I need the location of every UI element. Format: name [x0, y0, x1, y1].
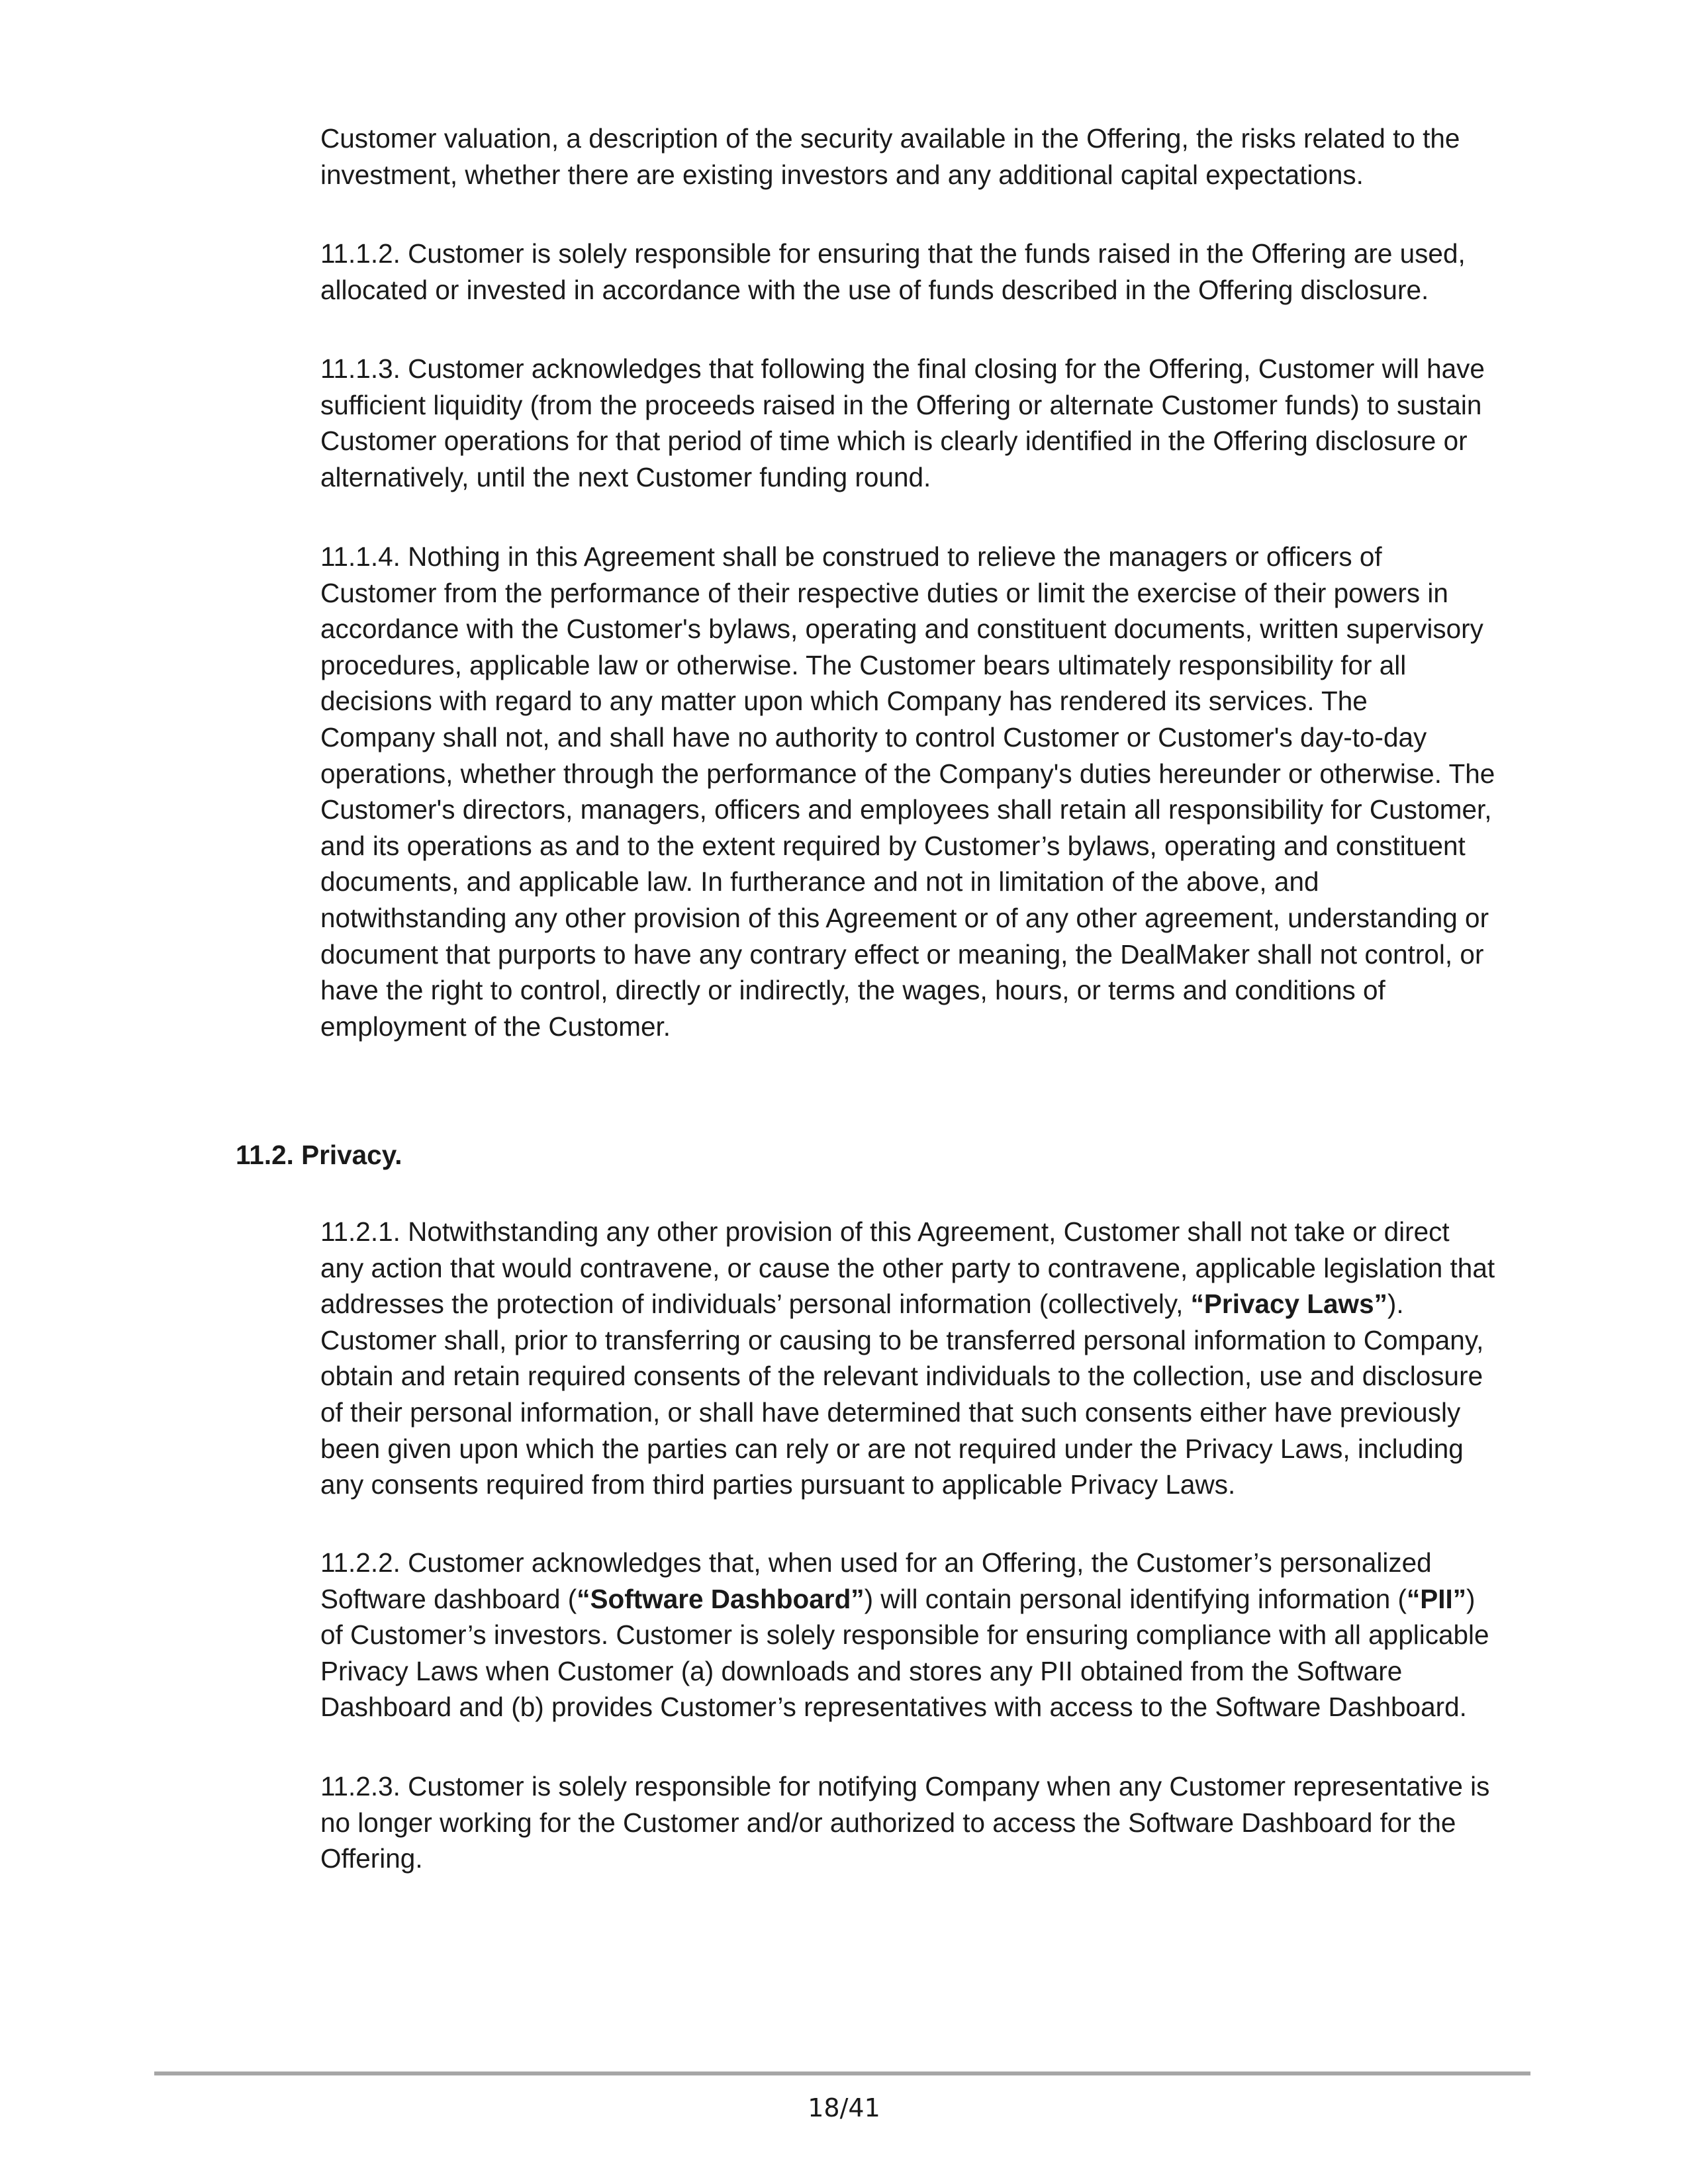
section-heading-privacy: 11.2. Privacy. [236, 1140, 402, 1170]
text-line: Customer operations for that period of time which is clearly identified in the Offering disclosure or [320, 426, 1468, 457]
text-line: of their personal information, or shall have determined that such consents either have previously [320, 1396, 1461, 1428]
defined-term-privacy-laws: “Privacy Laws” [1190, 1289, 1387, 1320]
text-line: Customer from the performance of their respective duties or limit the exercise of their powers in [320, 577, 1448, 608]
paragraph-11-2-3 [320, 1768, 1540, 1877]
text-line: Offering. [320, 1843, 423, 1874]
text-line [320, 1286, 1540, 1322]
text-line: employment of the Customer. [320, 1011, 671, 1042]
text-line: 11.1.2. Customer is solely responsible for ensuring that the funds raised in the Offering are used, [320, 238, 1466, 269]
text-line: 11.2.3. Customer is solely responsible for notifying Company when any Customer representative is [320, 1771, 1490, 1801]
paragraph-11-1-3 [320, 351, 1540, 495]
text-line: Dashboard and (b) provides Customer’s representatives with access to the Software Dashboard. [320, 1692, 1467, 1723]
text-line: 11.2.2. Customer acknowledges that, when used for an Offering, the Customer’s personalized [320, 1547, 1432, 1578]
text-line: allocated or invested in accordance with the use of funds described in the Offering disclosure. [320, 274, 1429, 305]
text-line: accordance with the Customer's bylaws, operating and constituent documents, written supervisory [320, 614, 1483, 645]
text-line: obtain and retain required consents of the relevant individuals to the collection, use and disclosure [320, 1361, 1483, 1392]
text-segment: ) [1466, 1583, 1476, 1614]
page-number: 18/41 [808, 2093, 880, 2122]
text-line: Privacy Laws when Customer (a) downloads and stores any PII obtained from the Software [320, 1655, 1403, 1686]
text-line: have the right to control, directly or indirectly, the wages, hours, or terms and conditions of [320, 975, 1385, 1006]
paragraph-11-2-2 [320, 1545, 1540, 1725]
paragraph-11-2-1 [320, 1214, 1540, 1503]
defined-term-software-dashboard: “Software Dashboard” [577, 1583, 865, 1614]
text-line: sufficient liquidity (from the proceeds raised in the Offering or alternate Customer funds) to sustain [320, 389, 1482, 420]
text-line: 11.2.1. Notwithstanding any other provision of this Agreement, Customer shall not take or direct [320, 1216, 1450, 1247]
text-line: procedures, applicable law or otherwise. The Customer bears ultimately responsibility for all [320, 649, 1407, 680]
footer-divider [154, 2071, 1530, 2075]
paragraph-11-1-2 [320, 236, 1540, 308]
text-line: alternatively, until the next Customer funding round. [320, 461, 931, 492]
text-line: and its operations as and to the extent required by Customer’s bylaws, operating and constituent [320, 830, 1466, 861]
paragraph-11-1-4 [320, 539, 1540, 1044]
text-line: operations, whether through the performance of the Company's duties hereunder or otherwise. The [320, 758, 1495, 789]
text-line: been given upon which the parties can rely or are not required under the Privacy Laws, including [320, 1433, 1464, 1464]
text-line: Customer's directors, managers, officers and employees shall retain all responsibility for Customer, [320, 794, 1492, 825]
text-segment: ). [1387, 1289, 1404, 1320]
text-line: any action that would contravene, or cause the other party to contravene, applicable legislation that [320, 1252, 1495, 1283]
paragraph-intro [320, 120, 1540, 193]
text-line: of Customer’s investors. Customer is solely responsible for ensuring compliance with all applicable [320, 1619, 1489, 1651]
text-line: decisions with regard to any matter upon which Company has rendered its services. The [320, 686, 1368, 717]
text-line: Customer shall, prior to transferring or causing to be transferred personal information to Company, [320, 1324, 1484, 1355]
text-line: 11.1.3. Customer acknowledges that following the final closing for the Offering, Customer will have [320, 353, 1485, 384]
text-line: Customer valuation, a description of the security available in the Offering, the risks related to the [320, 123, 1460, 154]
text-line: any consents required from third parties pursuant to applicable Privacy Laws. [320, 1469, 1236, 1500]
text-segment: Software dashboard ( [320, 1583, 577, 1614]
text-line: investment, whether there are existing investors and any additional capital expectations. [320, 159, 1364, 190]
text-line [320, 1581, 1540, 1617]
text-line: 11.1.4. Nothing in this Agreement shall be construed to relieve the managers or officers of [320, 541, 1382, 572]
text-line: document that purports to have any contrary effect or meaning, the DealMaker shall not control, or [320, 938, 1484, 970]
text-segment: ) will contain personal identifying information ( [864, 1583, 1407, 1614]
text-segment: addresses the protection of individuals’ personal information (collectively, [320, 1289, 1191, 1320]
text-line: documents, and applicable law. In furtherance and not in limitation of the above, and [320, 866, 1319, 897]
text-line: Company shall not, and shall have no authority to control Customer or Customer's day-to-day [320, 721, 1427, 752]
defined-term-pii: “PII” [1406, 1583, 1466, 1614]
text-line: notwithstanding any other provision of this Agreement or of any other agreement, understanding or [320, 902, 1489, 933]
text-line: no longer working for the Customer and/or authorized to access the Software Dashboard for the [320, 1807, 1456, 1838]
